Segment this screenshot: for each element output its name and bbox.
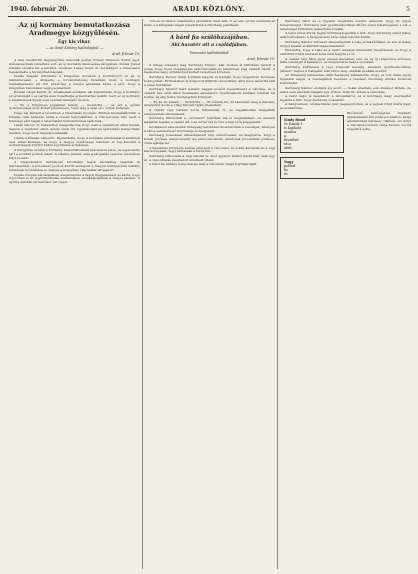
article-paragraph: Dudás főispán zárószavában megköszönte a tagok megjelenését és kérte, hogy a jövőben is az együttműködés szellemében munkálkodjanak a megye javáért. A gyűlés délután fél kettőkor ért véget. [9,172,140,185]
ad-line: Erzsébet [284,137,299,142]
article-paragraph: Zernberg bárd az a régebbi meghívás szerint érkezett, hogy itt adjon hangversenyt. Zernberg már gyermekkorában kitűnt zenei tehetségével, s ezt a tehetséget külföldön fejlesztette tovább. [280,20,411,31]
ad-line: Aradon [284,129,297,134]
article-paragraph: A közgyűlés ezután a kormány bemutatkozását tudomásul vette, és napirendre tért a további pontok felett. A viharos jelenet után a tárgyalás csendes mederben folyt tovább. [9,147,140,160]
header-rule [8,16,410,17]
article-paragraph: Zernberg felkereste a régi iskolát is, ahol egykori tanítói közül már csak egy él. A viszontlátás meghatott mindkettőjüket. [144,153,275,162]
article-dateline: Arad, február 19. [112,51,140,56]
article-paragraph: A hangverseny előkészületei már megkezdődtek, és a jegyek iránt máris nagy az érdeklődés. [280,102,411,111]
article-paragraph: Lázár Károly dr. ismételten hangsúlyozta, hogy nem a személyek ellen beszél, hanem a rendszer ellen, amely évek óta ugyanazokat az ígéreteket hangoztatja anélkül, hogy azok megvalósulnának. [9,123,140,136]
ad-title: Sindy Rund [284,117,306,122]
article-body [144,64,275,168]
article-byline: Temesvári tudósítónktól. [189,50,230,55]
page-header [0,4,418,16]
advertisement-box [280,115,344,153]
article-paragraph: Zernberg Ferenc fiatal korában hagyta el hazáját, hogy idegenben keressen boldogulást. Évtizedeken át dolgozott külföldi városokban, ahol neve ismertté vált a zenei körökben. [144,74,275,87]
article-separator [152,31,267,32]
ad-line: és Handy I. [284,121,304,126]
article-paragraph: A helyi sajtó is beszámolt a látogatásról, és a közönség nagy szeretettel fogadta a hírt, hogy Zernberg visszatért. [280,94,411,102]
ad-line: is kapható [284,125,302,130]
article-paragraph: Zernberg Sándornál a ,,Grünfeld" bérlőház ma is megtalálható. Az emeleti lakásban hajdan a család élt, s az udvar ma is őrzi a régi idők hangulatát. [144,116,275,125]
article-paragraph: A minap érkezett meg Zernberg Ferenc, akit éveken át külföldön tartott a sorsa, hogy most visszatérjen szülővárosába és felkeresse régi családi házát. A hazatérés nagy érdeklődést keltett ismerősei körében. [144,62,275,75]
article-paragraph: — Én a törvényes jogainkat féltem — mondotta — és ezt a gyűlés nyilvánossága előtt ki kell jelentenem. Nem elég a szép szó, tettek kellenek. [9,102,140,111]
ad-line: és [284,171,288,176]
article-paragraph: — Ez az én házam — mondotta —, itt nőttem fel, itt tanultam meg a dalokat, amelyeket azóta a világ minden táján énekeltem. [144,99,275,108]
article-headline: A bárd fia szülőhazájában. [169,34,250,41]
article-paragraph: Az ünnepség befejezése után Zernberg kijelentette, hogy ez volt élete egyik legszebb napja. A vendéglátók nevében a rendező bizottság elnöke mondott köszönetet. [280,73,411,86]
article-paragraph: Zernberg Sándor utoljára így szólt: — Sokat utaztam, sok országot láttam, de sehol sem éreztem magam úgy otthon, mint itt, ebben a városban. [280,85,411,94]
column-divider [142,19,143,569]
ad-title: Nagy [284,159,294,164]
article-paragraph: Zernberg különösen a régi zongorát kereste, amelyen gyermekkorában játszott. Sajnos a hangszer már nincs meg, eladták évekkel ezelőtt. [280,64,411,73]
article-paragraph: A helyi zenei körök tagjai örömmel fogadták a hírt, hogy Zernberg ismét fellép szülővárosában. A hangverseny időpontját később közlik. [280,31,411,40]
advertisement-row [280,112,411,153]
article-paragraph: Zernberg hosszasan elbeszélgetett régi ismerőseivel, és megígérte, hogy a közeli jövőben hangversenyt ad szülővárosában, amelynek jövedelmét jótékony célra ajánlja fel. [144,133,275,145]
advertisement-box [280,157,344,179]
ad-lines [284,122,340,150]
article-paragraph: A hazatérés története hamar elterjedt a városban, és sokan keresték fel a régi ház környékét, hogy láthassák a híres fiút. [144,145,275,154]
article-paragraph: Szombaton este kisebb ünnepség keretében köszöntötték a vendéget, amelyen a város zenekedvelő közönsége is megjelent. [144,124,275,133]
article-body [280,20,411,111]
issue-date: 1940. február 20. [10,6,69,13]
ad-lines [284,164,340,176]
article-paragraph: A család régi barátai sorra felkeresték őt, és meghatottan hallgatták élményeinek elbeszélését. [144,107,275,116]
article-body [9,59,140,185]
ad-side-text: Elsőrendű minőségben kapható mindennemű áru jutányos árakon, kérje ajánlatunkat bármely cikkben. Az üzlet a városközpontban várja kedves vevőit reggeltől estig. [347,110,411,131]
ad-line: a [284,133,286,138]
article-paragraph: Zernberg Sándor szívesen elbeszélgetett a vele érdeklődőkkel, és sok érdekes dolgot mesélt el külföldi tapasztalatairól. [280,39,411,48]
column-1 [9,20,140,570]
ad-line: utca [284,141,292,146]
ad-line: polikai [284,163,296,168]
article-byline: — Az Aradi Közlöny tudósítójától. — [45,46,104,50]
article-dateline: Arad, február 19. [247,56,275,61]
newspaper-title: ARADI KÖZLÖNY. [172,5,246,13]
article-paragraph: Nagy zaj támadt a teremben a felszólalás nyomán. Többen közbekiáltottak, a főispán csak nehezen tudta a rendet helyreállítani. A vita hevessé vált, mert a többségi párt tagjai a felszólalást tiszteletlennek tartották. [9,110,140,123]
article-paragraph: A Nagyváradon tartózkodó bizottsági tagok táviratilag fejezték ki üdvözletüket. A következő pontok között szerepelt a megyei költségvetés néhány tételének módosítása is, melyet a közgyűlés vita nélkül elfogadott. [9,160,140,173]
article-paragraph: A bárd fia néhány hétig marad még a városban, majd folytatja útját. [149,162,258,167]
ad-line: alatt. [284,145,293,150]
ad-line: bo [284,167,289,172]
article-headline: Az uj kormány bemutatkozása Aradmegye közgyűlésén. [18,21,131,37]
continued-text: 110-en az illetőé valamennyi javaslatát meri kell. Ő az első próba eredményét közli, s a tárgyalás végén ismertették a bizottság jelentését. [144,20,275,27]
article-paragraph: Utána a főispán válaszolt. Kijelentette, hogy a kormány jóindulatáról senkinek sem lehet kétsége, és hogy a megye vezetősége mindent el fog követni a nemzetiségek közötti békés együttélés érdekében. [9,135,140,148]
article-paragraph: A család régi háza most idegen kezekben van, de az új tulajdonos szívesen látta vendégül a hazatérőt, és megmutatta neki a szobákat. [280,56,411,65]
column-3 [280,20,411,570]
column-2 [144,20,275,570]
article-subheadline: Egy kis vihar. [58,40,91,45]
article-paragraph: Elmondta, hogy a zene az a nyelv, amelyet mindenütt megértenek, és hogy a szülőföld iránti szeretet soha nem hagyta el őt. [280,48,411,57]
article-paragraph: Dudás főispán üdvözölte a közgyűlés nevében a kormányzót és az uj minisztereket, s kifejezte a törvényhatóság bizalmát, mely a kormány rendelkezésére áll. Ezt követőleg a megye alispánja kérte a szót, hogy a közgyűlés tudomásul vegye a jelentést. [9,74,140,90]
column-divider [277,19,278,569]
page-number: 5 [406,6,410,13]
article-subheadline: Aki hazatér ott a családjában. [171,43,248,49]
article-paragraph: Ezután Lázár Károly dr. emelkedett szólásra, aki kijelentette, hogy a kormány programmját ő és pártja nem fogadhatja el fenntartás nélkül, mert az uj kormány a kisebbségek ügyét nem rendezi kielégítő módon. [9,90,140,103]
article-paragraph: A mai rendkívüli megyegyűlés második pontja Ernest Sterescu Kuruţ egyf. műszavazóinak ismerteté volt, az uj kormány kinevezése tárgyában. Dudás József főispán olvasta fel a leiratot, melyben Lasse Sorel dr. kormányzó a kinevezést bejelentette a törvényhatóságnak. [9,57,140,74]
article-paragraph: Zernberg Sándor bárd néhány nappal ezelőtt megérkezett a városba, és a családi ház előtt állva hosszasan elmélázott. Gyermekkora emlékei tolultak fel benne, és alig tudta visszatartani könnyeit. [144,87,275,100]
